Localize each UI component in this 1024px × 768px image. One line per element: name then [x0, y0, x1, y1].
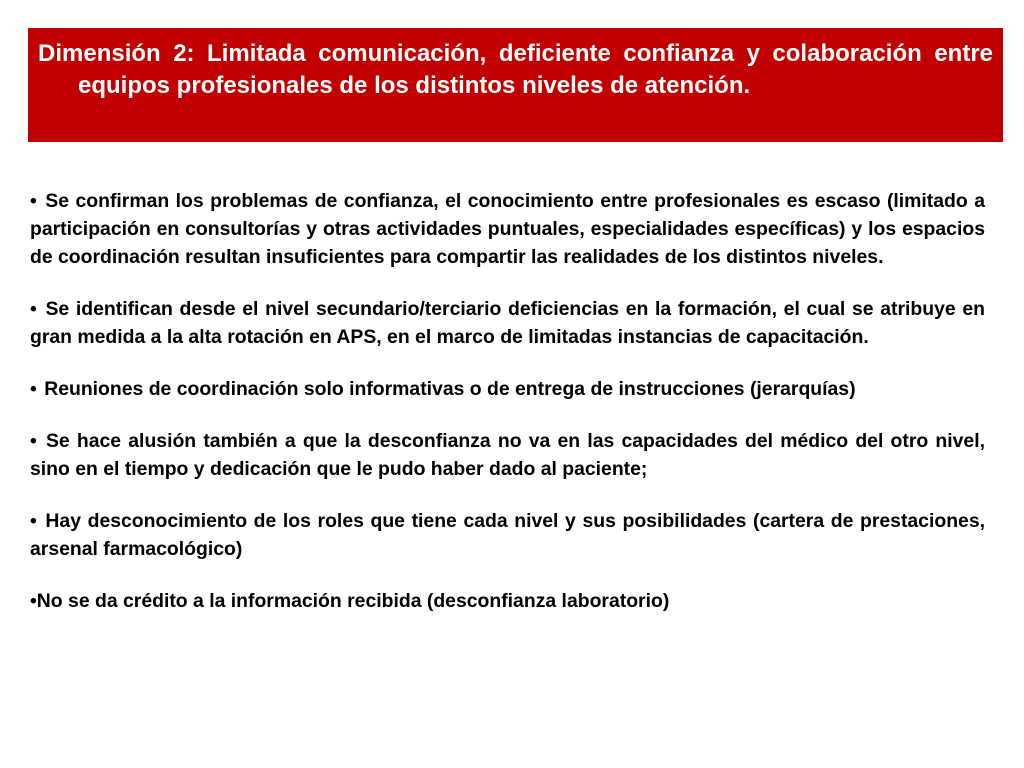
- title-banner: [28, 28, 1003, 142]
- bullet-mark: •: [30, 190, 37, 212]
- bullet-mark: •: [30, 378, 37, 400]
- bullet-text: Reuniones de coordinación solo informativas o de entrega de instrucciones (jerarquías): [44, 378, 856, 400]
- bullet-text: Hay desconocimiento de los roles que tiene cada nivel y sus posibilidades (cartera de prestaciones, arsenal farmacológico): [30, 510, 985, 560]
- bullet-text: Se confirman los problemas de confianza, el conocimiento entre profesionales es escaso (limitado a participación en consultorías y otras actividades puntuales, especialidades específicas) y los espacios de coordinación resultan insuficientes para compartir las realidades de los distintos niveles.: [30, 190, 985, 268]
- bullet-text: No se da crédito a la información recibida (desconfianza laboratorio): [36, 590, 670, 612]
- bullet-item: [30, 187, 985, 271]
- bullet-item: [30, 427, 985, 483]
- bullet-item: [30, 295, 985, 351]
- bullet-mark: •: [30, 510, 37, 532]
- bullet-item: [30, 587, 985, 615]
- bullet-list: [30, 187, 985, 639]
- bullet-item: [30, 507, 985, 563]
- bullet-mark: •: [30, 430, 37, 452]
- bullet-text: Se hace alusión también a que la desconfianza no va en las capacidades del médico del otro nivel, sino en el tiempo y dedicación que le pudo haber dado al paciente;: [30, 430, 985, 480]
- bullet-item: [30, 375, 985, 403]
- slide-title: Dimensión 2: Limitada comunicación, deficiente confianza y colaboración entre equipos profesionales de los distintos niveles de atención.: [38, 40, 993, 99]
- bullet-mark: •: [30, 590, 37, 612]
- bullet-text: Se identifican desde el nivel secundario/terciario deficiencias en la formación, el cual se atribuye en gran medida a la alta rotación en APS, en el marco de limitadas instancias de capacitación.: [30, 298, 985, 348]
- bullet-mark: •: [30, 298, 37, 320]
